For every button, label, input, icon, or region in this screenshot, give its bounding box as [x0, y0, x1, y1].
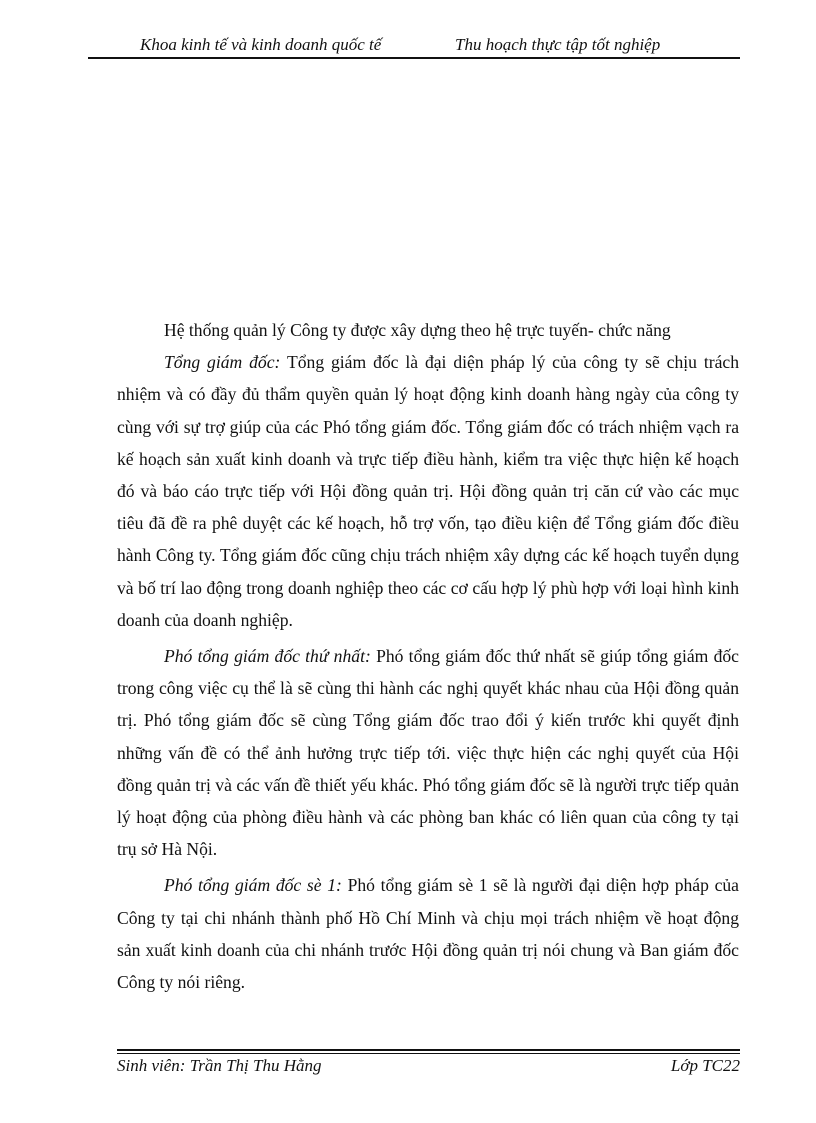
footer-class: Lớp TC22 [670, 1056, 740, 1075]
footer-student: Sinh viên: Trần Thị Thu Hằng [117, 1056, 322, 1075]
footer-divider-thin [117, 1053, 740, 1054]
header-report-title: Thu hoạch thực tập tốt nghiệp [455, 35, 661, 54]
paragraph-text: Phó tổng giám đốc thứ nhất sẽ giúp tổng giám đốc trong công việc cụ thể là sẽ cùng thi hành các nghị quyết khác nhau của Hội đồng quản trị. Phó tổng giám đốc sẽ cùng Tổng giám đốc trao đổi ý kiến trước khi quyết định những vấn đề có thể ảnh hưởng trực tiếp tới. việc thực hiện các nghị quyết của Hội đồng quản trị và các vấn đề thiết yếu khác. Phó tổng giám đốc sẽ là người trực tiếp quản lý hoạt động của phòng điều hành và các phòng ban khác có liên quan của công ty tại trụ sở Hà Nội. [117, 646, 739, 860]
header-divider [88, 57, 740, 59]
page-header [88, 34, 740, 56]
header-faculty: Khoa kinh tế và kinh doanh quốc tế [140, 35, 382, 54]
paragraph-lead: Tổng giám đốc: [164, 352, 281, 373]
document-body [117, 314, 739, 998]
paragraph-first-deputy [117, 640, 739, 865]
paragraph-lead: Phó tổng giám đốc sè 1: [164, 875, 342, 896]
paragraph-general-director [117, 346, 739, 636]
paragraph-text: Tổng giám đốc là đại diện pháp lý của công ty sẽ chịu trách nhiệm và có đầy đủ thẩm quyền quản lý hoạt động kinh doanh hàng ngày của công ty cùng với sự trợ giúp của các Phó tổng giám đốc. Tổng giám đốc có trách nhiệm vạch ra kế hoạch sản xuất kinh doanh và trực tiếp điều hành, kiểm tra việc thực hiện kế hoạch đó và báo cáo trực tiếp với Hội đồng quản trị. Hội đồng quản trị căn cứ vào các mục tiêu đã đề ra phê duyệt các kế hoạch, hỗ trợ vốn, tạo điều kiện để Tổng giám đốc điều hành Công ty. Tổng giám đốc cũng chịu trách nhiệm xây dựng các kế hoạch tuyển dụng và bố trí lao động trong doanh nghiệp theo các cơ cấu hợp lý phù hợp với loại hình kinh doanh của doanh nghiệp. [117, 352, 739, 630]
page-footer [117, 1055, 740, 1077]
footer-divider-thick [117, 1049, 740, 1051]
paragraph-deputy-1 [117, 869, 739, 998]
paragraph-text: Phó tổng giám sè 1 sẽ là người đại diện hợp pháp của Công ty tại chi nhánh thành phố Hồ Chí Minh và chịu mọi trách nhiệm về hoạt động sản xuất kinh doanh của chi nhánh trước Hội đồng quản trị nói chung và Ban giám đốc Công ty nói riêng. [117, 875, 739, 993]
paragraph-lead: Phó tổng giám đốc thứ nhất: [164, 646, 371, 667]
intro-paragraph: Hệ thống quản lý Công ty được xây dựng theo hệ trực tuyến- chức năng [164, 320, 671, 340]
